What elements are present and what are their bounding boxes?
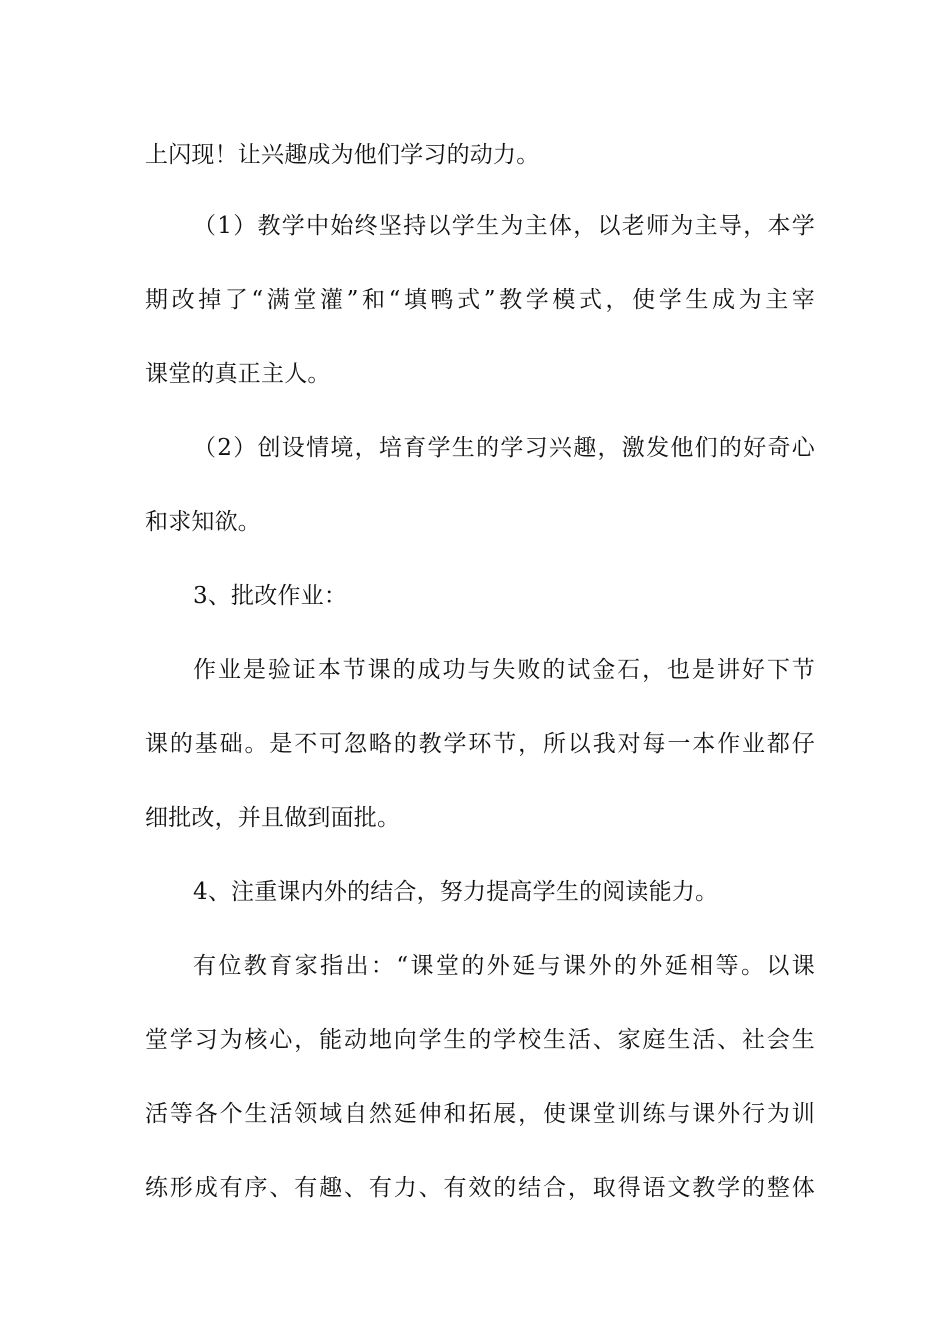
text-line: 细批改，并且做到面批。 <box>145 805 401 831</box>
text-line: 课堂的真正主人。 <box>145 361 331 387</box>
section-heading: 4、注重课内外的结合，努力提高学生的阅读能力。 <box>193 879 719 905</box>
text-line: （1）教学中始终坚持以学生为主体，以老师为主导，本学 <box>193 213 815 239</box>
text-line: 有位教育家指出：“课堂的外延与课外的外延相等。以课 <box>193 953 815 979</box>
text-line: 练形成有序、有趣、有力、有效的结合，取得语文教学的整体 <box>145 1175 815 1201</box>
text-line: 和求知欲。 <box>145 509 261 535</box>
text-line: 活等各个生活领域自然延伸和拓展，使课堂训练与课外行为训 <box>145 1101 815 1127</box>
text-line: 堂学习为核心，能动地向学生的学校生活、家庭生活、社会生 <box>145 1027 815 1053</box>
text-line: 期改掉了“满堂灌”和“填鸭式”教学模式，使学生成为主宰 <box>145 287 815 313</box>
text-line: 上闪现！让兴趣成为他们学习的动力。 <box>145 142 540 168</box>
section-heading: 3、批改作业： <box>193 583 348 609</box>
text-line: 作业是验证本节课的成功与失败的试金石，也是讲好下节 <box>193 657 815 683</box>
text-line: 课的基础。是不可忽略的教学环节，所以我对每一本作业都仔 <box>145 731 815 757</box>
text-line: （2）创设情境，培育学生的学习兴趣，激发他们的好奇心 <box>193 435 815 461</box>
